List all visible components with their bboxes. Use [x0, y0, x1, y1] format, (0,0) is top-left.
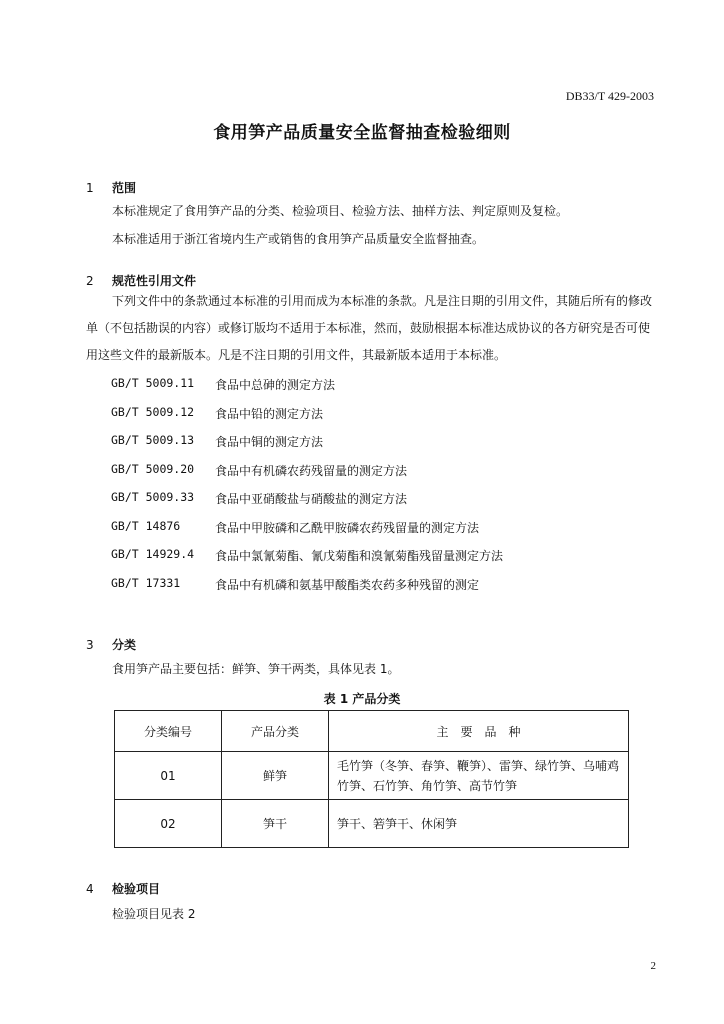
table-cell: 笋干、箬笋干、休闲笋 — [329, 800, 629, 848]
table-header-row — [115, 711, 629, 752]
section-number: 4 — [86, 882, 94, 896]
section-title: 规范性引用文件 — [112, 274, 197, 288]
column-header: 产品分类 — [222, 711, 329, 752]
table-cell: 鲜笋 — [222, 752, 329, 800]
reference-code: GB/T 5009.11 — [111, 376, 195, 390]
column-header: 分类编号 — [115, 711, 222, 752]
table-cell: 02 — [115, 800, 222, 848]
reference-code: GB/T 17331 — [111, 576, 181, 590]
document-title: 食用笋产品质量安全监督抽查检验细则 — [213, 123, 511, 143]
reference-title: 食品中有机磷和氨基甲酸酯类农药多种残留的测定 — [215, 578, 480, 592]
product-classification-table — [114, 710, 629, 848]
reference-title: 食品中有机磷农药残留量的测定方法 — [215, 464, 408, 478]
table-cell: 01 — [115, 752, 222, 800]
section-3-paragraph: 食用笋产品主要包括：鲜笋、笋干两类，具体见表 1。 — [112, 662, 400, 676]
reference-code: GB/T 5009.33 — [111, 490, 195, 504]
section-number: 1 — [86, 181, 94, 195]
reference-title: 食品中甲胺磷和乙酰甲胺磷农药残留量的测定方法 — [215, 521, 480, 535]
section-1-paragraph-1: 本标准规定了食用笋产品的分类、检验项目、检验方法、抽样方法、判定原则及复检。 — [112, 204, 569, 218]
table-caption: 表 1 产品分类 — [323, 692, 401, 706]
section-4-heading — [86, 880, 160, 897]
reference-code: GB/T 5009.12 — [111, 405, 195, 419]
section-4-paragraph: 检验项目见表 2 — [112, 907, 196, 921]
section-2-heading — [86, 272, 196, 289]
reference-code: GB/T 14929.4 — [111, 547, 195, 561]
section-1-heading — [86, 179, 136, 196]
section-1-paragraph-2: 本标准适用于浙江省境内生产或销售的食用笋产品质量安全监督抽查。 — [112, 232, 485, 246]
section-number: 2 — [86, 274, 94, 288]
section-title: 分类 — [112, 638, 137, 652]
table-row — [115, 752, 629, 800]
reference-title: 食品中铜的测定方法 — [215, 435, 324, 449]
section-3-heading — [86, 636, 136, 653]
reference-code: GB/T 5009.13 — [111, 433, 195, 447]
reference-code: GB/T 14876 — [111, 519, 181, 533]
table-cell: 笋干 — [222, 800, 329, 848]
table-cell: 毛竹笋（冬笋、春笋、鞭笋）、雷笋、绿竹笋、乌哺鸡竹笋、石竹笋、角竹笋、高节竹笋 — [329, 752, 629, 800]
reference-title: 食品中亚硝酸盐与硝酸盐的测定方法 — [215, 492, 408, 506]
table-row — [115, 800, 629, 848]
document-code: DB33/T 429-2003 — [565, 89, 654, 103]
section-2-paragraph: 下列文件中的条款通过本标准的引用而成为本标准的条款。凡是注日期的引用文件，其随后所有的修改单（不包括勘误的内容）或修订版均不适用于本标准，然而，鼓励根据本标准达成协议的各方研究是否可使用这些文件的最新版本。凡是不注日期的引用文件，其最新版本适用于本标准。 — [86, 294, 653, 362]
reference-title: 食品中总砷的测定方法 — [215, 378, 336, 392]
column-header: 主 要 品 种 — [329, 711, 629, 752]
reference-title: 食品中铅的测定方法 — [215, 407, 324, 421]
reference-title: 食品中氯氰菊酯、氰戊菊酯和溴氰菊酯残留量测定方法 — [215, 549, 504, 563]
section-number: 3 — [86, 638, 94, 652]
section-title: 范围 — [112, 181, 137, 195]
reference-code: GB/T 5009.20 — [111, 462, 195, 476]
section-title: 检验项目 — [112, 882, 161, 896]
page-number: 2 — [650, 960, 656, 972]
